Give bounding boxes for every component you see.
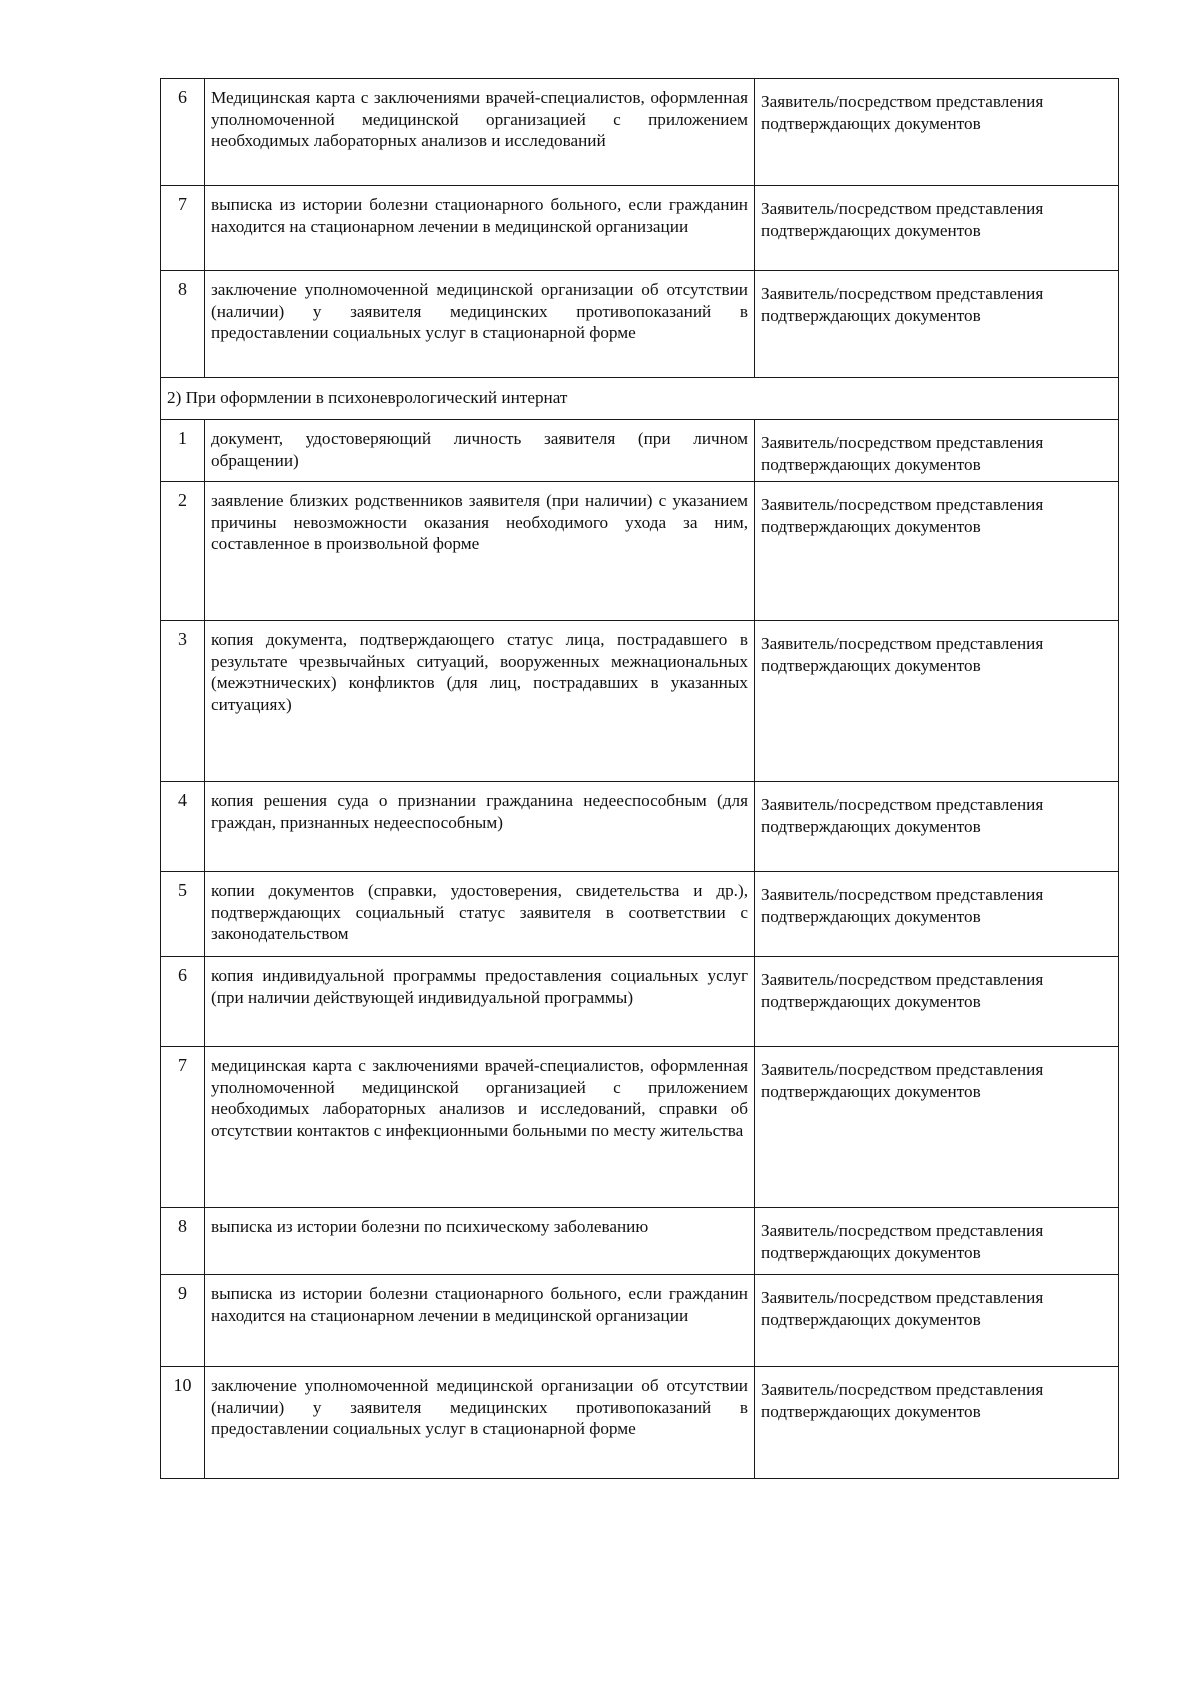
row-number: 4: [161, 782, 205, 872]
document-description: документ, удостоверяющий личность заявителя (при личном обращении): [205, 420, 755, 482]
document-description: копия документа, подтверждающего статус лица, пострадавшего в результате чрезвычайных ситуаций, вооруженных межнациональных (межэтнических) конфликтов (для лиц, пострадавших в указанных ситуациях): [205, 621, 755, 782]
row-number: 5: [161, 872, 205, 957]
table-row: [161, 482, 1119, 621]
document-description: медицинская карта с заключениями врачей-специалистов, оформленная уполномоченной медицинской организацией с приложением необходимых лабораторных анализов и исследований, справки об отсутствии контактов с инфекционными больными по месту жительства: [205, 1047, 755, 1208]
document-page: [160, 78, 1118, 1479]
row-number: 2: [161, 482, 205, 621]
table-row: [161, 621, 1119, 782]
document-source: Заявитель/посредством представления подтверждающих документов: [755, 1367, 1119, 1479]
row-number: 8: [161, 271, 205, 378]
table-row: [161, 186, 1119, 271]
document-description: выписка из истории болезни по психическому заболеванию: [205, 1208, 755, 1275]
document-source: Заявитель/посредством представления подтверждающих документов: [755, 420, 1119, 482]
document-source: Заявитель/посредством представления подтверждающих документов: [755, 621, 1119, 782]
table-row: [161, 1367, 1119, 1479]
table-row: [161, 1275, 1119, 1367]
document-source: Заявитель/посредством представления подтверждающих документов: [755, 957, 1119, 1047]
document-source: Заявитель/посредством представления подтверждающих документов: [755, 1208, 1119, 1275]
document-source: Заявитель/посредством представления подтверждающих документов: [755, 186, 1119, 271]
table-row: [161, 79, 1119, 186]
document-description: копия решения суда о признании гражданина недееспособным (для граждан, признанных недееспособным): [205, 782, 755, 872]
row-number: 7: [161, 186, 205, 271]
document-description: заявление близких родственников заявителя (при наличии) с указанием причины невозможности оказания необходимого ухода за ним, составленное в произвольной форме: [205, 482, 755, 621]
document-source: Заявитель/посредством представления подтверждающих документов: [755, 79, 1119, 186]
row-number: 6: [161, 79, 205, 186]
documents-table: [160, 78, 1119, 1479]
section-row: [161, 378, 1119, 420]
row-number: 10: [161, 1367, 205, 1479]
table-row: [161, 872, 1119, 957]
document-source: Заявитель/посредством представления подтверждающих документов: [755, 782, 1119, 872]
document-source: Заявитель/посредством представления подтверждающих документов: [755, 271, 1119, 378]
row-number: 6: [161, 957, 205, 1047]
table-row: [161, 957, 1119, 1047]
row-number: 9: [161, 1275, 205, 1367]
document-source: Заявитель/посредством представления подтверждающих документов: [755, 1275, 1119, 1367]
row-number: 1: [161, 420, 205, 482]
table-row: [161, 271, 1119, 378]
table-row: [161, 1208, 1119, 1275]
document-description: Медицинская карта с заключениями врачей-специалистов, оформленная уполномоченной медицинской организацией с приложением необходимых лабораторных анализов и исследований: [205, 79, 755, 186]
section-title: 2) При оформлении в психоневрологический интернат: [161, 378, 1119, 420]
row-number: 7: [161, 1047, 205, 1208]
document-description: выписка из истории болезни стационарного больного, если гражданин находится на стационарном лечении в медицинской организации: [205, 1275, 755, 1367]
row-number: 3: [161, 621, 205, 782]
document-source: Заявитель/посредством представления подтверждающих документов: [755, 482, 1119, 621]
document-description: заключение уполномоченной медицинской организации об отсутствии (наличии) у заявителя медицинских противопоказаний в предоставлении социальных услуг в стационарной форме: [205, 1367, 755, 1479]
table-row: [161, 782, 1119, 872]
document-source: Заявитель/посредством представления подтверждающих документов: [755, 1047, 1119, 1208]
document-description: выписка из истории болезни стационарного больного, если гражданин находится на стационарном лечении в медицинской организации: [205, 186, 755, 271]
document-description: копии документов (справки, удостоверения, свидетельства и др.), подтверждающих социальный статус заявителя в соответствии с законодательством: [205, 872, 755, 957]
row-number: 8: [161, 1208, 205, 1275]
table-row: [161, 420, 1119, 482]
document-description: заключение уполномоченной медицинской организации об отсутствии (наличии) у заявителя медицинских противопоказаний в предоставлении социальных услуг в стационарной форме: [205, 271, 755, 378]
document-description: копия индивидуальной программы предоставления социальных услуг (при наличии действующей индивидуальной программы): [205, 957, 755, 1047]
table-row: [161, 1047, 1119, 1208]
document-source: Заявитель/посредством представления подтверждающих документов: [755, 872, 1119, 957]
